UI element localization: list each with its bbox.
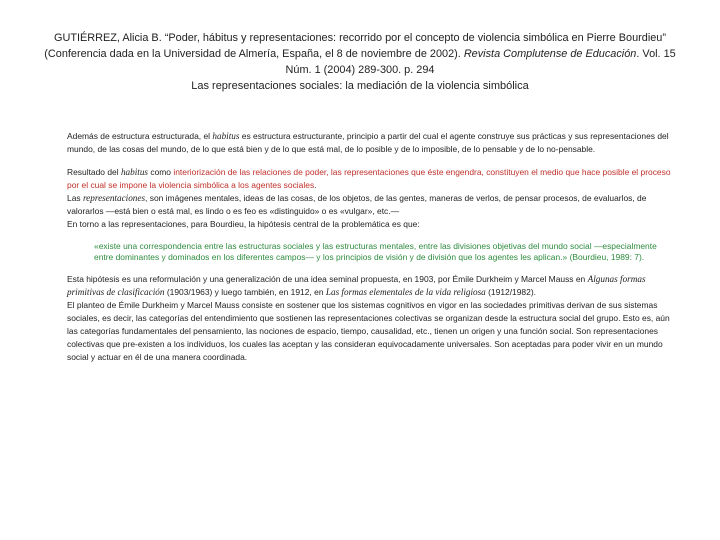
book-title: Algunas formas primitivas de clasificación xyxy=(67,274,646,297)
paragraph-hypothesis: En torno a las representaciones, para Bourdieu, la hipótesis central de la problemática es que: xyxy=(67,219,420,229)
emphasis-red: interiorización de las relaciones de poder, las representaciones que éste engendra, constituyen el medio que hace posible el proceso por el cual se impone la violencia simbólica a los agentes sociales xyxy=(67,167,671,190)
citation-header xyxy=(40,30,680,94)
book-title: Las formas elementales de la vida religiosa xyxy=(325,287,486,297)
paragraph-habitus: Además de estructura estructurada, el habitus es estructura estructurante, principio a partir del cual el agente construye sus prácticas y sus representaciones del mundo, de las cosas del mundo, de lo que está bien y de lo que está mal, de lo posible y de lo imposible, de lo pensable y de lo no-pensable. xyxy=(67,131,669,154)
citation-volume: . Vol. 15 Núm. 1 (2004) 289-300. p. 294 xyxy=(285,48,676,76)
paragraph-result: Resultado del habitus como interiorización de las relaciones de poder, las representaciones que éste engendra, constituyen el medio que hace posible el proceso por el cual se impone la violencia simbólica a los agentes sociales. xyxy=(67,167,671,190)
body-text xyxy=(67,130,671,364)
citation-text: GUTIÉRREZ, Alicia B. “Poder, hábitus y representaciones: recorrido por el concepto de violencia simbólica en Pierre Bourdieu” (Conferencia dada en la Universidad de Almería, España, el 8 de noviembre de 2002). xyxy=(44,32,666,60)
paragraph-representations: Las representaciones, son imágenes mentales, ideas de las cosas, de los objetos, de las gentes, maneras de verlos, de pensar procesos, de evaluarlos, de valorarlos —está bien o está mal, es lindo o es feo es «distinguido» o es «vulgar», etc.— xyxy=(67,193,647,216)
term-habitus: habitus xyxy=(120,167,149,177)
paragraph-durkheim-mauss: El planteo de Émile Durkheim y Marcel Mauss consiste en sostener que los sistemas cognitivos en vigor en las sociedades primitivas derivan de sus sistemas sociales, es decir, las categorías del entendimiento que sostienen las representaciones colectivas se organizan desde la estructura social del grupo. Esto es, aún las categorías fundamentales del pensamiento, las nociones de espacio, tiempo, causalidad, etc., tienen un origen y una función social. Son representaciones colectivas que pre-existen a los individuos, los cuales las aceptan y las consideran equivocadamente universales. Son aceptadas para poder vivir en un mundo social y actuar en él de una manera coordinada. xyxy=(67,300,670,362)
journal-name: Revista Complutense de Educación xyxy=(463,48,637,60)
bourdieu-quote: «existe una correspondencia entre las estructuras sociales y las estructuras mentales, entre las divisiones objetivas del mundo social —especialmente entre dominantes y dominados en los diferentes campos— y los principios de visión y de división que los agentes les aplican.» (Bourdieu, 1989: 7). xyxy=(94,241,657,262)
term-habitus: habitus xyxy=(212,131,240,141)
paragraph-durkheim: Esta hipótesis es una reformulación y una generalización de una idea seminal propuesta, en 1903, por Émile Durkheim y Marcel Mauss en Algunas formas primitivas de clasificación (1903/1963) y luego también, en 1912, en Las formas elementales de la vida religiosa (1912/1982). xyxy=(67,274,646,297)
citation xyxy=(40,30,680,78)
section-title: Las representaciones sociales: la mediación de la violencia simbólica xyxy=(191,80,529,92)
term-representaciones: representaciones xyxy=(82,193,146,203)
